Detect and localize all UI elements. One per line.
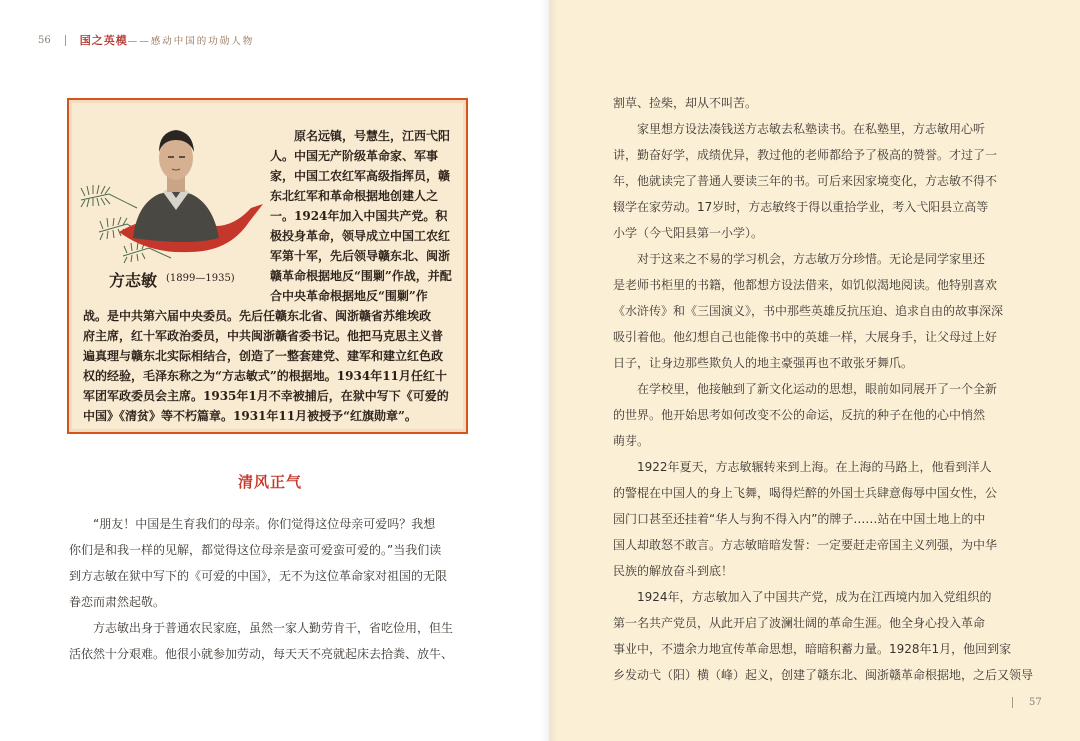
series-title: 国之英模 (79, 34, 128, 47)
body-text-line: 1924年，方志敏加入了中国共产党，成为在江西境内加入党组织的 (637, 590, 992, 604)
body-text-line: 第一名共产党员，从此开启了波澜壮阔的革命生涯。他全身心投入革命 (613, 616, 986, 630)
body-text-line: 的世界。他开始思考如何改变不公的命运，反抗的种子在他的心中悄然 (613, 408, 986, 422)
bio-text-line: 权的经验，毛泽东称之为“方志敏式”的根据地。1934年11月任红十 (83, 369, 447, 383)
body-text-line: 讲，勤奋好学，成绩优异，教过他的老师都给予了极高的赞誉。才过了一 (613, 148, 998, 162)
body-text-line: 你们是和我一样的见解，都觉得这位母亲是蛮可爱蛮可爱的。”当我们读 (69, 543, 442, 557)
bio-text-line: 战。是中共第六届中央委员。先后任赣东北省、闽浙赣省苏维埃政 (83, 309, 432, 323)
bio-text-line: 遍真理与赣东北实际相结合，创造了一整套建党、建军和建立红色政 (83, 349, 444, 363)
body-text-line: 对于这来之不易的学习机会，方志敏万分珍惜。无论是同学家里还 (637, 252, 986, 266)
body-text-line: 在学校里，他接触到了新文化运动的思想，眼前如同展开了一个全新 (637, 382, 998, 396)
body-text-line: 国人却敢怒不敢言。方志敏暗暗发誓：一定要赶走帝国主义列强，为中华 (613, 538, 998, 552)
series-subtitle: ——感动中国的功勋人物 (127, 36, 255, 47)
body-text-line: 活依然十分艰难。他很小就参加劳动，每天天不亮就起床去拾粪、放牛、 (69, 647, 454, 661)
body-text-line: 《水浒传》和《三国演义》，书中那些英雄反抗压迫、追求自由的故事深深 (613, 304, 1004, 318)
running-head (38, 33, 254, 47)
bio-text-line: 军团军政委员会主席。1935年1月不幸被捕后，在狱中写下《可爱的 (83, 389, 449, 403)
bio-text-line: 中国》《清贫》等不朽篇章。1931年11月被授予“红旗勋章”。 (83, 409, 417, 423)
bio-text-line: 家，中国工农红军高级指挥员，赣 (270, 169, 451, 183)
bio-text-line: 合中央革命根据地反“围剿”作 (270, 289, 428, 303)
bio-text-line: 赣革命根据地反“围剿”作战，并配 (270, 269, 452, 283)
body-text-line: 割草、捡柴，却从不叫苦。 (613, 96, 758, 110)
section-title: 清风正气 (237, 473, 302, 491)
running-foot-right (1012, 695, 1042, 709)
body-text-line: 日子，让身边那些欺负人的地主豪强再也不敢张牙舞爪。 (613, 356, 914, 370)
jacket (133, 190, 219, 242)
bio-dates: (1899—1935) (166, 273, 235, 284)
body-text-line: 的警棍在中国人的身上飞舞，喝得烂醉的外国士兵肆意侮辱中国女性，公 (613, 486, 998, 500)
bio-text-line: 一。1924年加入中国共产党。积 (270, 209, 448, 223)
footer-divider (1012, 697, 1013, 708)
portrait-illustration (79, 112, 263, 272)
body-text-line: 民族的解放奋斗到底！ (613, 564, 734, 578)
bio-text-line: 原名远镇，号慧生，江西弋阳 (294, 129, 451, 143)
body-text-line: 年，他就读完了普通人要读三年的书。可后来因家境变化，方志敏不得不 (613, 174, 998, 188)
body-text-line: 方志敏出身于普通农民家庭，虽然一家人勤劳肯干，省吃俭用，但生 (93, 621, 454, 635)
body-text-line: 眷恋而肃然起敬。 (69, 595, 166, 609)
body-text-line: 家里想方设法凑钱送方志敏去私塾读书。在私塾里，方志敏用心听 (637, 122, 986, 136)
body-text-line: 乡发动弋（阳）横（峰）起义，创建了赣东北、闽浙赣革命根据地，之后又领导 (613, 668, 1034, 682)
header-divider (65, 35, 66, 46)
body-text-line: 到方志敏在狱中写下的《可爱的中国》，无不为这位革命家对祖国的无限 (69, 569, 448, 583)
page-number-right: 57 (1029, 696, 1042, 708)
bio-text-line: 军第十军，先后领导赣东北、闽浙 (270, 249, 451, 263)
body-text-line: 小学（今弋阳县第一小学）。 (613, 226, 764, 240)
body-text-line: 萌芽。 (613, 434, 650, 448)
bio-text-line: 府主席，红十军政治委员，中共闽浙赣省委书记。他把马克思主义普 (83, 329, 444, 343)
body-text-line: “朋友！中国是生育我们的母亲。你们觉得这位母亲可爱吗？我想 (93, 517, 436, 531)
bio-box (67, 98, 468, 434)
bio-name: 方志敏 (109, 271, 158, 290)
body-text-line: 事业中，不遗余力地宣传革命思想，暗暗积蓄力量。1928年1月，他回到家 (613, 642, 1012, 656)
book-gutter (540, 0, 558, 741)
body-text-line: 吸引着他。他幻想自己也能像书中的英雄一样，大展身手，让父母过上好 (613, 330, 998, 344)
body-text-line: 辍学在家劳动。17岁时，方志敏终于得以重拾学业，考入弋阳县立高等 (613, 200, 989, 214)
bio-text-line: 人。中国无产阶级革命家、军事 (270, 149, 439, 163)
body-text-line: 是老师书柜里的书籍，他都想方设法借来，如饥似渴地阅读。他特别喜欢 (613, 278, 998, 292)
bio-text-line: 东北红军和革命根据地创建人之 (270, 189, 439, 203)
body-text-line: 1922年夏天，方志敏辗转来到上海。在上海的马路上，他看到洋人 (637, 460, 992, 474)
body-text-line: 园门口甚至还挂着“华人与狗不得入内”的牌子……站在中国土地上的中 (613, 512, 986, 526)
page-number-left: 56 (38, 34, 51, 46)
bio-text-line: 极投身革命，领导成立中国工农红 (270, 229, 451, 243)
